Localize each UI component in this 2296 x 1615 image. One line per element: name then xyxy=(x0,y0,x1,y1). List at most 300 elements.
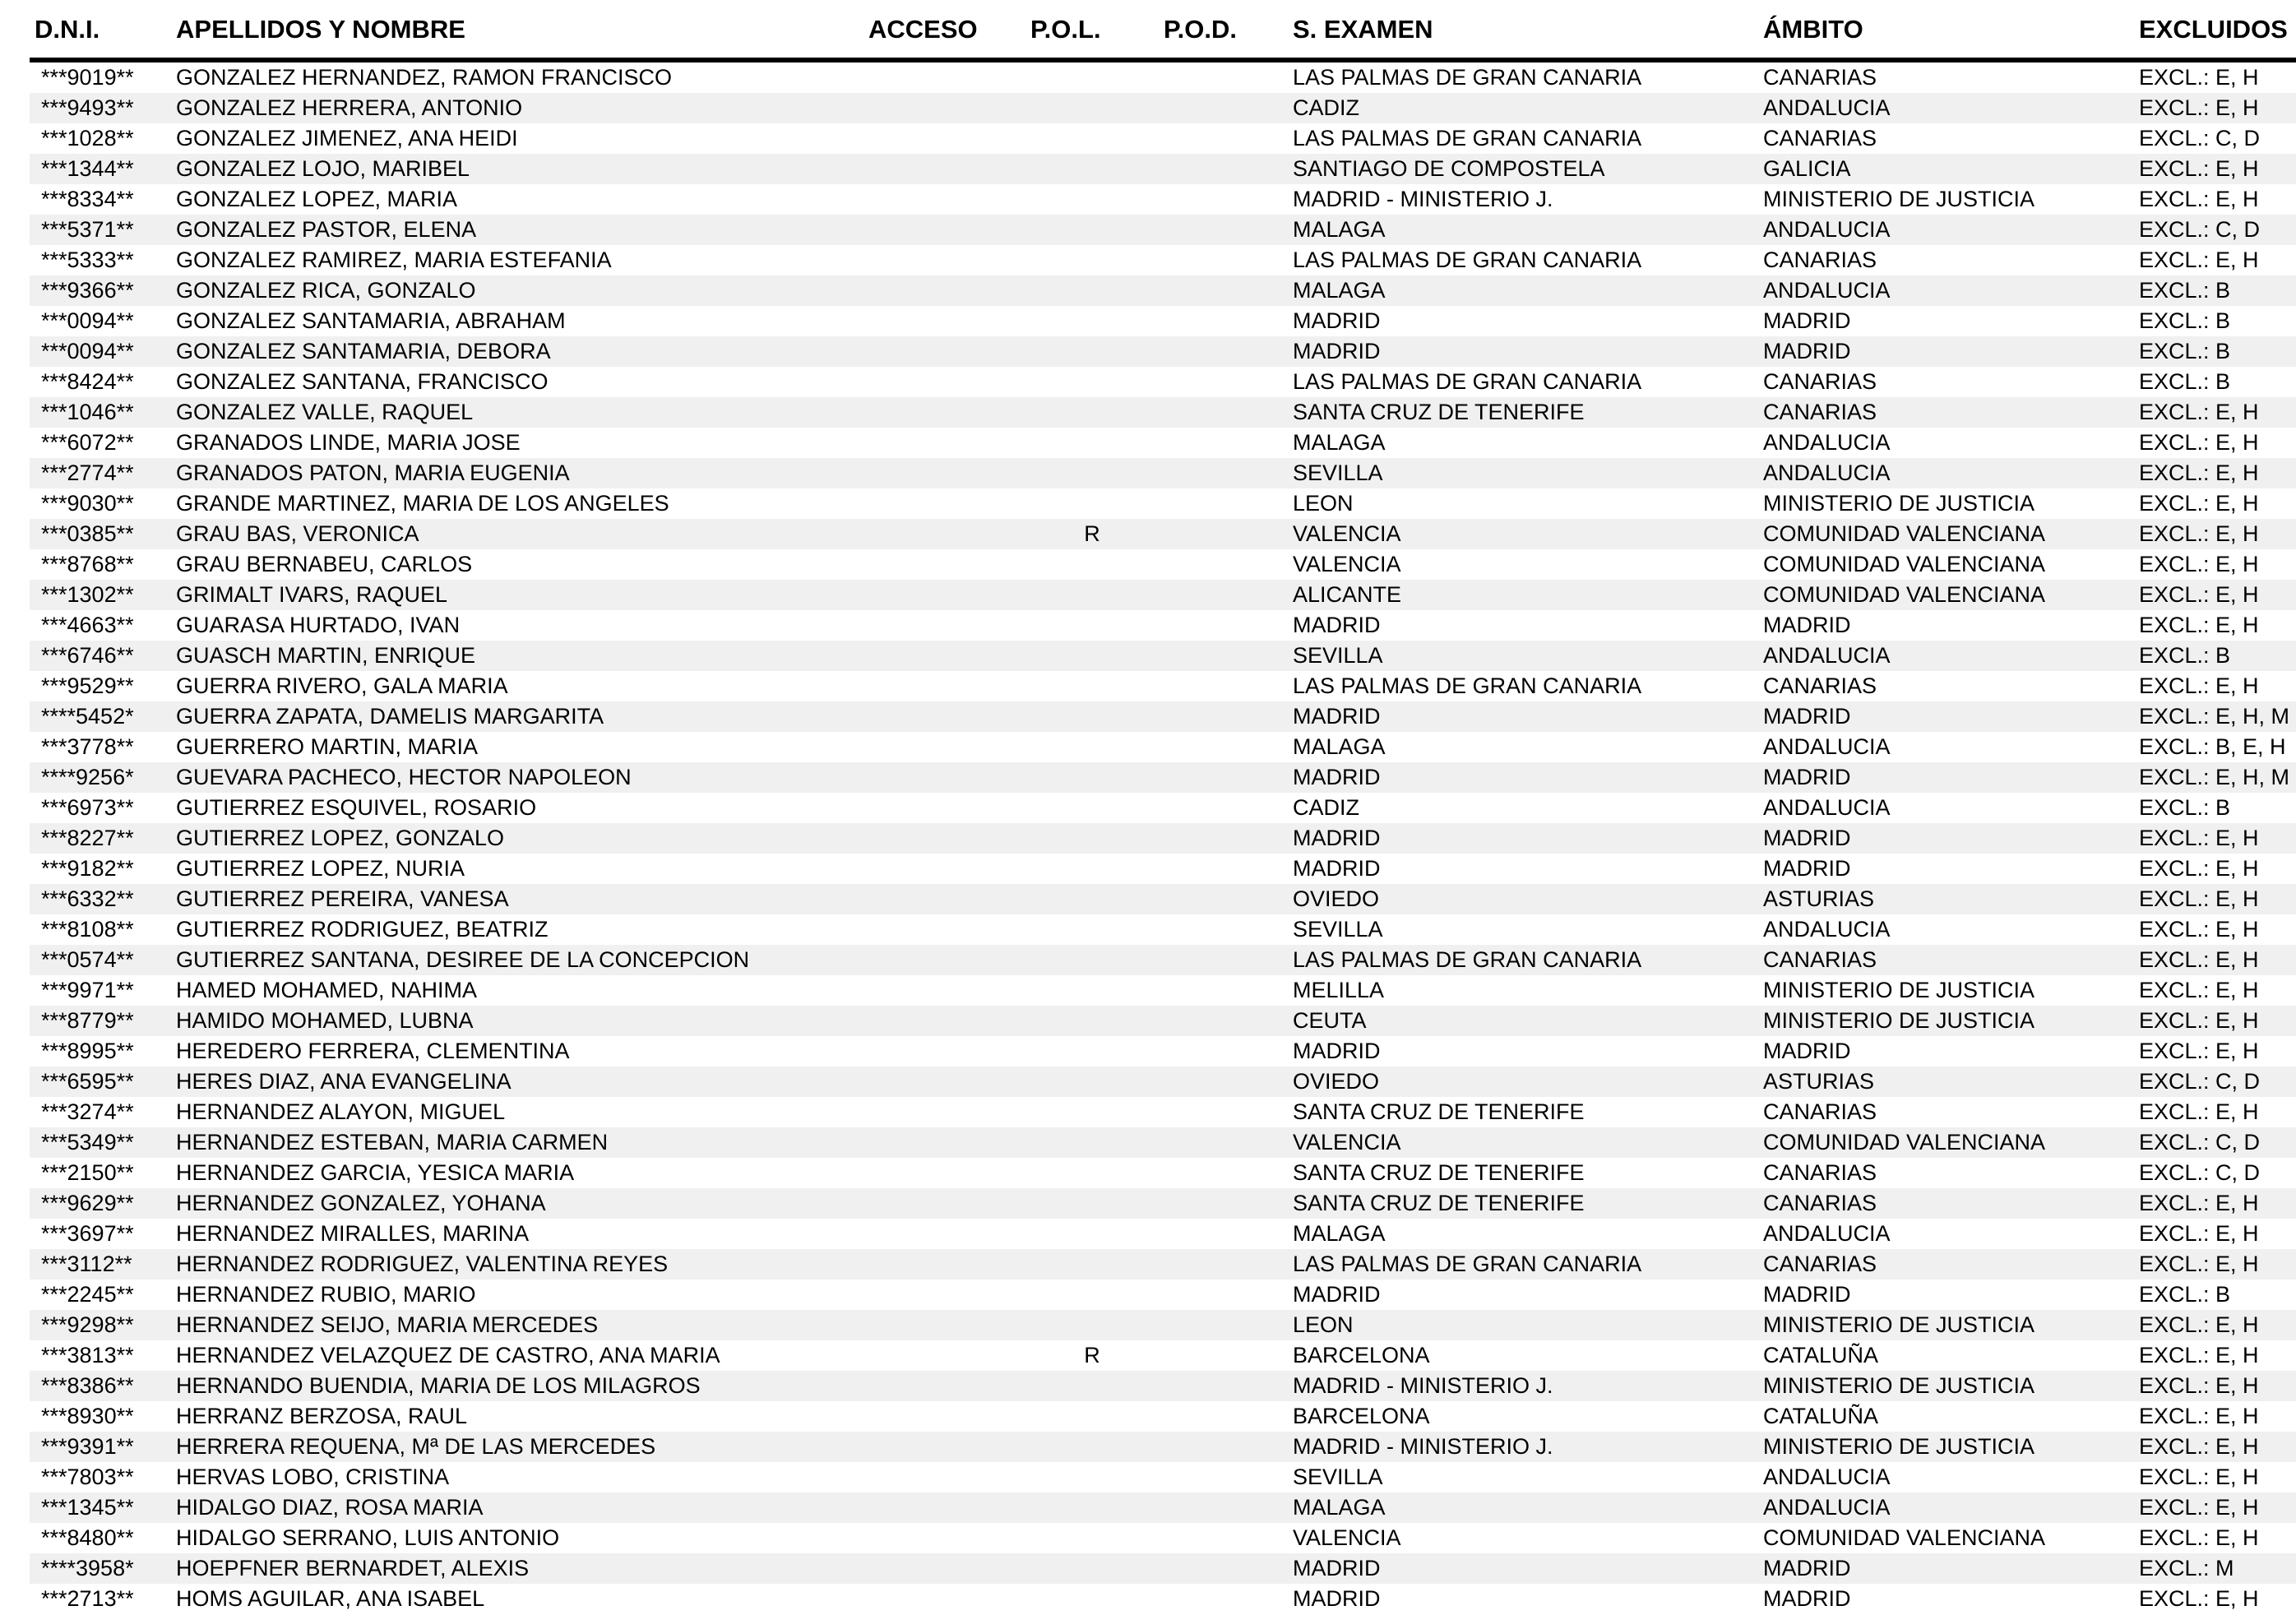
cell-pod xyxy=(1159,428,1288,458)
table-row xyxy=(30,914,2296,945)
cell-ambito: ANDALUCIA xyxy=(1763,1495,1891,1520)
table-row xyxy=(30,336,2296,367)
cell-nombre: HERNANDO BUENDIA, MARIA DE LOS MILAGROS xyxy=(176,1373,701,1398)
cell-nombre: GUASCH MARTIN, ENRIQUE xyxy=(176,643,476,668)
cell-pol xyxy=(1025,549,1159,580)
cell-pol xyxy=(1025,458,1159,488)
cell-acceso xyxy=(863,914,1025,945)
cell-examen: LAS PALMAS DE GRAN CANARIA xyxy=(1293,65,1642,90)
cell-excluidos: EXCL.: E, H xyxy=(2139,460,2259,485)
cell-ambito: MINISTERIO DE JUSTICIA xyxy=(1763,1008,2035,1033)
cell-examen: VALENCIA xyxy=(1293,521,1401,546)
cell-examen: SEVILLA xyxy=(1293,643,1383,668)
cell-acceso xyxy=(863,701,1025,732)
cell-examen: LEON xyxy=(1293,1312,1354,1337)
column-header-ambito: ÁMBITO xyxy=(1758,7,2134,60)
cell-acceso xyxy=(863,123,1025,154)
table-row xyxy=(30,1036,2296,1067)
table-row xyxy=(30,1340,2296,1371)
table-row xyxy=(30,1097,2296,1127)
cell-nombre: HERNANDEZ GONZALEZ, YOHANA xyxy=(176,1191,546,1215)
cell-ambito: ANDALUCIA xyxy=(1763,95,1891,120)
cell-ambito: CANARIAS xyxy=(1763,400,1877,424)
table-row xyxy=(30,215,2296,245)
cell-dni: ***9298** xyxy=(41,1312,134,1337)
cell-excluidos: EXCL.: B xyxy=(2139,369,2231,394)
table-row xyxy=(30,641,2296,671)
cell-pod xyxy=(1159,823,1288,854)
cell-pod xyxy=(1159,701,1288,732)
cell-acceso xyxy=(863,1097,1025,1127)
cell-dni: ***9182** xyxy=(41,856,134,881)
cell-nombre: HERNANDEZ VELAZQUEZ DE CASTRO, ANA MARIA xyxy=(176,1343,720,1367)
cell-pod xyxy=(1159,488,1288,519)
cell-examen: MALAGA xyxy=(1293,430,1386,455)
cell-examen: MADRID xyxy=(1293,826,1381,850)
cell-pol xyxy=(1025,884,1159,914)
cell-pod xyxy=(1159,1158,1288,1188)
cell-ambito: CANARIAS xyxy=(1763,369,1877,394)
cell-acceso xyxy=(863,336,1025,367)
cell-acceso xyxy=(863,397,1025,428)
cell-excluidos: EXCL.: E, H xyxy=(2139,1191,2259,1215)
cell-dni: ***4663** xyxy=(41,613,134,637)
cell-ambito: MINISTERIO DE JUSTICIA xyxy=(1763,1434,2035,1459)
table-row xyxy=(30,428,2296,458)
cell-pod xyxy=(1159,1036,1288,1067)
table-row xyxy=(30,1432,2296,1462)
cell-examen: SANTA CRUZ DE TENERIFE xyxy=(1293,1099,1585,1124)
cell-ambito: ANDALUCIA xyxy=(1763,917,1891,942)
table-row xyxy=(30,1280,2296,1310)
cell-acceso xyxy=(863,945,1025,975)
cell-pod xyxy=(1159,1006,1288,1036)
cell-examen: MADRID xyxy=(1293,1282,1381,1307)
cell-dni: ***8480** xyxy=(41,1525,134,1550)
table-row xyxy=(30,884,2296,914)
cell-pod xyxy=(1159,1097,1288,1127)
table-row xyxy=(30,123,2296,154)
cell-pol xyxy=(1025,1584,1159,1614)
cell-examen: MADRID - MINISTERIO J. xyxy=(1293,1373,1553,1398)
cell-acceso xyxy=(863,215,1025,245)
cell-examen: MADRID xyxy=(1293,1556,1381,1580)
cell-pol xyxy=(1025,1280,1159,1310)
cell-examen: BARCELONA xyxy=(1293,1404,1430,1428)
cell-ambito: MADRID xyxy=(1763,856,1851,881)
cell-pod xyxy=(1159,1340,1288,1371)
cell-excluidos: EXCL.: E, H xyxy=(2139,1495,2259,1520)
table-row xyxy=(30,701,2296,732)
cell-pol xyxy=(1025,1310,1159,1340)
cell-acceso xyxy=(863,732,1025,762)
cell-acceso xyxy=(863,1432,1025,1462)
cell-acceso xyxy=(863,854,1025,884)
cell-excluidos: EXCL.: E, H xyxy=(2139,1252,2259,1276)
cell-pod xyxy=(1159,275,1288,306)
cell-pod xyxy=(1159,793,1288,823)
cell-pod xyxy=(1159,1432,1288,1462)
cell-ambito: ANDALUCIA xyxy=(1763,460,1891,485)
cell-nombre: GRAU BAS, VERONICA xyxy=(176,521,419,546)
cell-examen: VALENCIA xyxy=(1293,1130,1401,1155)
cell-pod xyxy=(1159,60,1288,93)
cell-pol xyxy=(1025,60,1159,93)
cell-examen: MADRID xyxy=(1293,704,1381,729)
cell-excluidos: EXCL.: E, H xyxy=(2139,673,2259,698)
cell-examen: OVIEDO xyxy=(1293,886,1380,911)
table-row xyxy=(30,1553,2296,1584)
cell-pod xyxy=(1159,884,1288,914)
cell-nombre: HIDALGO DIAZ, ROSA MARIA xyxy=(176,1495,484,1520)
cell-excluidos: EXCL.: C, D xyxy=(2139,1069,2261,1094)
cell-dni: ***8334** xyxy=(41,187,134,211)
cell-excluidos: EXCL.: E, H xyxy=(2139,521,2259,546)
cell-pol xyxy=(1025,580,1159,610)
cell-dni: ***3112** xyxy=(41,1252,132,1276)
cell-examen: LAS PALMAS DE GRAN CANARIA xyxy=(1293,248,1642,272)
cell-pol xyxy=(1025,1036,1159,1067)
cell-acceso xyxy=(863,428,1025,458)
cell-examen: MALAGA xyxy=(1293,1495,1386,1520)
cell-pod xyxy=(1159,762,1288,793)
cell-ambito: CATALUÑA xyxy=(1763,1343,1879,1367)
cell-dni: ***0574** xyxy=(41,947,134,972)
table-row xyxy=(30,854,2296,884)
cell-dni: ***8930** xyxy=(41,1404,134,1428)
cell-acceso xyxy=(863,1188,1025,1219)
cell-ambito: MADRID xyxy=(1763,308,1851,333)
cell-dni: ***9493** xyxy=(41,95,134,120)
cell-acceso xyxy=(863,1127,1025,1158)
cell-examen: SEVILLA xyxy=(1293,460,1383,485)
cell-nombre: GRANADOS LINDE, MARIA JOSE xyxy=(176,430,521,455)
cell-excluidos: EXCL.: E, H xyxy=(2139,978,2259,1002)
cell-ambito: CANARIAS xyxy=(1763,1160,1877,1185)
cell-ambito: MADRID xyxy=(1763,826,1851,850)
cell-dni: ***6973** xyxy=(41,795,134,820)
table-row xyxy=(30,732,2296,762)
cell-nombre: GUERRERO MARTIN, MARIA xyxy=(176,734,479,759)
cell-pod xyxy=(1159,1188,1288,1219)
cell-ambito: MADRID xyxy=(1763,613,1851,637)
cell-excluidos: EXCL.: B, E, H xyxy=(2139,734,2286,759)
cell-nombre: HERNANDEZ RODRIGUEZ, VALENTINA REYES xyxy=(176,1252,669,1276)
cell-acceso xyxy=(863,154,1025,184)
table-row xyxy=(30,823,2296,854)
cell-nombre: HERNANDEZ RUBIO, MARIO xyxy=(176,1282,476,1307)
cell-dni: ***8995** xyxy=(41,1039,134,1063)
cell-ambito: CANARIAS xyxy=(1763,1252,1877,1276)
cell-dni: ***3697** xyxy=(41,1221,134,1246)
cell-dni: ***9391** xyxy=(41,1434,134,1459)
cell-dni: ***0094** xyxy=(41,308,134,333)
cell-ambito: COMUNIDAD VALENCIANA xyxy=(1763,521,2046,546)
cell-pod xyxy=(1159,154,1288,184)
cell-nombre: GONZALEZ SANTAMARIA, ABRAHAM xyxy=(176,308,566,333)
cell-pol xyxy=(1025,762,1159,793)
cell-ambito: COMUNIDAD VALENCIANA xyxy=(1763,582,2046,607)
cell-excluidos: EXCL.: E, H xyxy=(2139,1525,2259,1550)
cell-nombre: HERNANDEZ GARCIA, YESICA MARIA xyxy=(176,1160,575,1185)
cell-pod xyxy=(1159,854,1288,884)
cell-examen: MADRID xyxy=(1293,308,1381,333)
cell-excluidos: EXCL.: C, D xyxy=(2139,1160,2261,1185)
cell-pod xyxy=(1159,1310,1288,1340)
cell-acceso xyxy=(863,610,1025,641)
cell-acceso xyxy=(863,1553,1025,1584)
cell-ambito: MADRID xyxy=(1763,1282,1851,1307)
cell-acceso xyxy=(863,580,1025,610)
cell-dni: ***6595** xyxy=(41,1069,134,1094)
cell-dni: ***7803** xyxy=(41,1465,134,1489)
column-header-acceso: ACCESO xyxy=(863,7,1025,60)
cell-pod xyxy=(1159,1553,1288,1584)
cell-nombre: GUTIERREZ ESQUIVEL, ROSARIO xyxy=(176,795,537,820)
cell-pod xyxy=(1159,336,1288,367)
cell-pod xyxy=(1159,519,1288,549)
cell-pol xyxy=(1025,1492,1159,1523)
cell-examen: MADRID - MINISTERIO J. xyxy=(1293,1434,1553,1459)
cell-pol xyxy=(1025,215,1159,245)
cell-nombre: GONZALEZ SANTAMARIA, DEBORA xyxy=(176,339,551,363)
cell-dni: ***6332** xyxy=(41,886,134,911)
cell-dni: ***6746** xyxy=(41,643,134,668)
cell-pod xyxy=(1159,1462,1288,1492)
cell-nombre: GUTIERREZ LOPEZ, GONZALO xyxy=(176,826,505,850)
cell-nombre: HOEPFNER BERNARDET, ALEXIS xyxy=(176,1556,530,1580)
cell-nombre: GUTIERREZ PEREIRA, VANESA xyxy=(176,886,509,911)
cell-examen: SANTIAGO DE COMPOSTELA xyxy=(1293,156,1605,181)
cell-acceso xyxy=(863,275,1025,306)
cell-pol xyxy=(1025,1553,1159,1584)
cell-excluidos: EXCL.: E, H xyxy=(2139,917,2259,942)
cell-nombre: GRIMALT IVARS, RAQUEL xyxy=(176,582,448,607)
cell-excluidos: EXCL.: E, H xyxy=(2139,1343,2259,1367)
cell-acceso xyxy=(863,1340,1025,1371)
cell-examen: CADIZ xyxy=(1293,95,1359,120)
cell-dni: ***1046** xyxy=(41,400,134,424)
cell-pod xyxy=(1159,671,1288,701)
cell-ambito: MADRID xyxy=(1763,765,1851,789)
table-row xyxy=(30,1584,2296,1614)
cell-ambito: ANDALUCIA xyxy=(1763,278,1891,303)
cell-excluidos: EXCL.: B xyxy=(2139,795,2231,820)
cell-ambito: CANARIAS xyxy=(1763,673,1877,698)
cell-acceso xyxy=(863,1006,1025,1036)
cell-pod xyxy=(1159,1127,1288,1158)
cell-acceso xyxy=(863,762,1025,793)
cell-pol xyxy=(1025,1127,1159,1158)
cell-examen: MALAGA xyxy=(1293,278,1386,303)
cell-acceso xyxy=(863,1280,1025,1310)
cell-examen: BARCELONA xyxy=(1293,1343,1430,1367)
cell-acceso xyxy=(863,1462,1025,1492)
table-row xyxy=(30,1371,2296,1401)
cell-acceso xyxy=(863,519,1025,549)
cell-pol xyxy=(1025,397,1159,428)
cell-excluidos: EXCL.: B xyxy=(2139,308,2231,333)
cell-examen: VALENCIA xyxy=(1293,552,1401,576)
table-row xyxy=(30,275,2296,306)
cell-acceso xyxy=(863,1523,1025,1553)
cell-pol xyxy=(1025,184,1159,215)
cell-nombre: GUARASA HURTADO, IVAN xyxy=(176,613,461,637)
cell-pod xyxy=(1159,975,1288,1006)
cell-acceso xyxy=(863,1158,1025,1188)
cell-dni: ***0094** xyxy=(41,339,134,363)
table-row xyxy=(30,975,2296,1006)
cell-excluidos: EXCL.: E, H xyxy=(2139,187,2259,211)
cell-ambito: ANDALUCIA xyxy=(1763,1221,1891,1246)
cell-acceso xyxy=(863,1219,1025,1249)
cell-dni: ***3274** xyxy=(41,1099,134,1124)
cell-excluidos: EXCL.: E, H xyxy=(2139,1404,2259,1428)
cell-nombre: HEREDERO FERRERA, CLEMENTINA xyxy=(176,1039,570,1063)
table-header-row xyxy=(30,7,2296,60)
cell-excluidos: EXCL.: B xyxy=(2139,339,2231,363)
cell-dni: ***9971** xyxy=(41,978,134,1002)
cell-nombre: GRANADOS PATON, MARIA EUGENIA xyxy=(176,460,570,485)
cell-pol xyxy=(1025,854,1159,884)
cell-nombre: GONZALEZ VALLE, RAQUEL xyxy=(176,400,474,424)
cell-dni: ***8108** xyxy=(41,917,134,942)
cell-ambito: MADRID xyxy=(1763,1556,1851,1580)
cell-acceso xyxy=(863,367,1025,397)
cell-examen: SEVILLA xyxy=(1293,1465,1383,1489)
cell-acceso xyxy=(863,60,1025,93)
cell-acceso xyxy=(863,1067,1025,1097)
cell-dni: ***8424** xyxy=(41,369,134,394)
cell-pol xyxy=(1025,793,1159,823)
cell-dni: ***8779** xyxy=(41,1008,134,1033)
cell-dni: ***8386** xyxy=(41,1373,134,1398)
cell-acceso xyxy=(863,975,1025,1006)
cell-dni: ***1028** xyxy=(41,126,134,150)
cell-pol xyxy=(1025,823,1159,854)
cell-acceso xyxy=(863,458,1025,488)
cell-pod xyxy=(1159,1249,1288,1280)
cell-examen: LAS PALMAS DE GRAN CANARIA xyxy=(1293,369,1642,394)
cell-ambito: MADRID xyxy=(1763,1039,1851,1063)
cell-dni: ***5333** xyxy=(41,248,134,272)
table-row xyxy=(30,245,2296,275)
cell-ambito: MINISTERIO DE JUSTICIA xyxy=(1763,491,2035,516)
cell-acceso xyxy=(863,549,1025,580)
cell-examen: MALAGA xyxy=(1293,1221,1386,1246)
cell-excluidos: EXCL.: E, H xyxy=(2139,65,2259,90)
cell-pol xyxy=(1025,336,1159,367)
table-row xyxy=(30,1523,2296,1553)
cell-examen: SANTA CRUZ DE TENERIFE xyxy=(1293,1160,1585,1185)
cell-pol xyxy=(1025,1097,1159,1127)
cell-pod xyxy=(1159,306,1288,336)
cell-acceso xyxy=(863,641,1025,671)
cell-dni: ***3813** xyxy=(41,1343,134,1367)
cell-nombre: GUERRA RIVERO, GALA MARIA xyxy=(176,673,508,698)
cell-pol: R xyxy=(1084,521,1100,546)
cell-nombre: HAMIDO MOHAMED, LUBNA xyxy=(176,1008,474,1033)
cell-excluidos: EXCL.: E, H xyxy=(2139,1008,2259,1033)
cell-dni: ***8227** xyxy=(41,826,134,850)
cell-pod xyxy=(1159,397,1288,428)
cell-nombre: GONZALEZ RICA, GONZALO xyxy=(176,278,476,303)
cell-ambito: COMUNIDAD VALENCIANA xyxy=(1763,1525,2046,1550)
cell-excluidos: EXCL.: E, H xyxy=(2139,613,2259,637)
cell-examen: CEUTA xyxy=(1293,1008,1367,1033)
cell-pol xyxy=(1025,275,1159,306)
cell-excluidos: EXCL.: E, H xyxy=(2139,552,2259,576)
cell-ambito: CANARIAS xyxy=(1763,1099,1877,1124)
table-row xyxy=(30,519,2296,549)
table-row xyxy=(30,549,2296,580)
cell-pod xyxy=(1159,914,1288,945)
table-row xyxy=(30,945,2296,975)
cell-nombre: GONZALEZ HERRERA, ANTONIO xyxy=(176,95,523,120)
cell-examen: LAS PALMAS DE GRAN CANARIA xyxy=(1293,126,1642,150)
table-row xyxy=(30,671,2296,701)
cell-nombre: GRANDE MARTINEZ, MARIA DE LOS ANGELES xyxy=(176,491,669,516)
cell-excluidos: EXCL.: E, H xyxy=(2139,1221,2259,1246)
table-row xyxy=(30,1158,2296,1188)
cell-dni: ***9030** xyxy=(41,491,134,516)
cell-excluidos: EXCL.: C, D xyxy=(2139,1130,2261,1155)
cell-dni: ****9256* xyxy=(41,765,134,789)
cell-pod xyxy=(1159,1523,1288,1553)
cell-ambito: MADRID xyxy=(1763,704,1851,729)
table-body xyxy=(30,60,2296,1614)
cell-examen: MALAGA xyxy=(1293,217,1386,242)
cell-excluidos: EXCL.: E, H xyxy=(2139,156,2259,181)
cell-ambito: COMUNIDAD VALENCIANA xyxy=(1763,1130,2046,1155)
cell-acceso xyxy=(863,793,1025,823)
cell-excluidos: EXCL.: E, H xyxy=(2139,947,2259,972)
cell-ambito: ANDALUCIA xyxy=(1763,430,1891,455)
cell-nombre: GUTIERREZ RODRIGUEZ, BEATRIZ xyxy=(176,917,549,942)
cell-dni: ***5371** xyxy=(41,217,134,242)
cell-pod xyxy=(1159,1280,1288,1310)
cell-pol xyxy=(1025,1401,1159,1432)
cell-ambito: CANARIAS xyxy=(1763,1191,1877,1215)
table-row xyxy=(30,610,2296,641)
cell-pod xyxy=(1159,93,1288,123)
cell-dni: ****5452* xyxy=(41,704,134,729)
cell-examen: LEON xyxy=(1293,491,1354,516)
cell-examen: ALICANTE xyxy=(1293,582,1402,607)
cell-dni: ***6072** xyxy=(41,430,134,455)
cell-examen: LAS PALMAS DE GRAN CANARIA xyxy=(1293,673,1642,698)
cell-pod xyxy=(1159,1401,1288,1432)
cell-ambito: ANDALUCIA xyxy=(1763,217,1891,242)
cell-ambito: MINISTERIO DE JUSTICIA xyxy=(1763,1373,2035,1398)
cell-nombre: GUEVARA PACHECO, HECTOR NAPOLEON xyxy=(176,765,632,789)
cell-nombre: HERNANDEZ MIRALLES, MARINA xyxy=(176,1221,530,1246)
cell-ambito: CATALUÑA xyxy=(1763,1404,1879,1428)
cell-pol xyxy=(1025,93,1159,123)
cell-nombre: HERRANZ BERZOSA, RAUL xyxy=(176,1404,468,1428)
cell-excluidos: EXCL.: E, H xyxy=(2139,582,2259,607)
cell-pod xyxy=(1159,215,1288,245)
cell-ambito: CANARIAS xyxy=(1763,65,1877,90)
cell-nombre: HIDALGO SERRANO, LUIS ANTONIO xyxy=(176,1525,560,1550)
cell-examen: VALENCIA xyxy=(1293,1525,1401,1550)
cell-acceso xyxy=(863,184,1025,215)
cell-ambito: MINISTERIO DE JUSTICIA xyxy=(1763,187,2035,211)
cell-pol xyxy=(1025,123,1159,154)
cell-excluidos: EXCL.: E, H xyxy=(2139,856,2259,881)
cell-pod xyxy=(1159,245,1288,275)
cell-pol xyxy=(1025,610,1159,641)
